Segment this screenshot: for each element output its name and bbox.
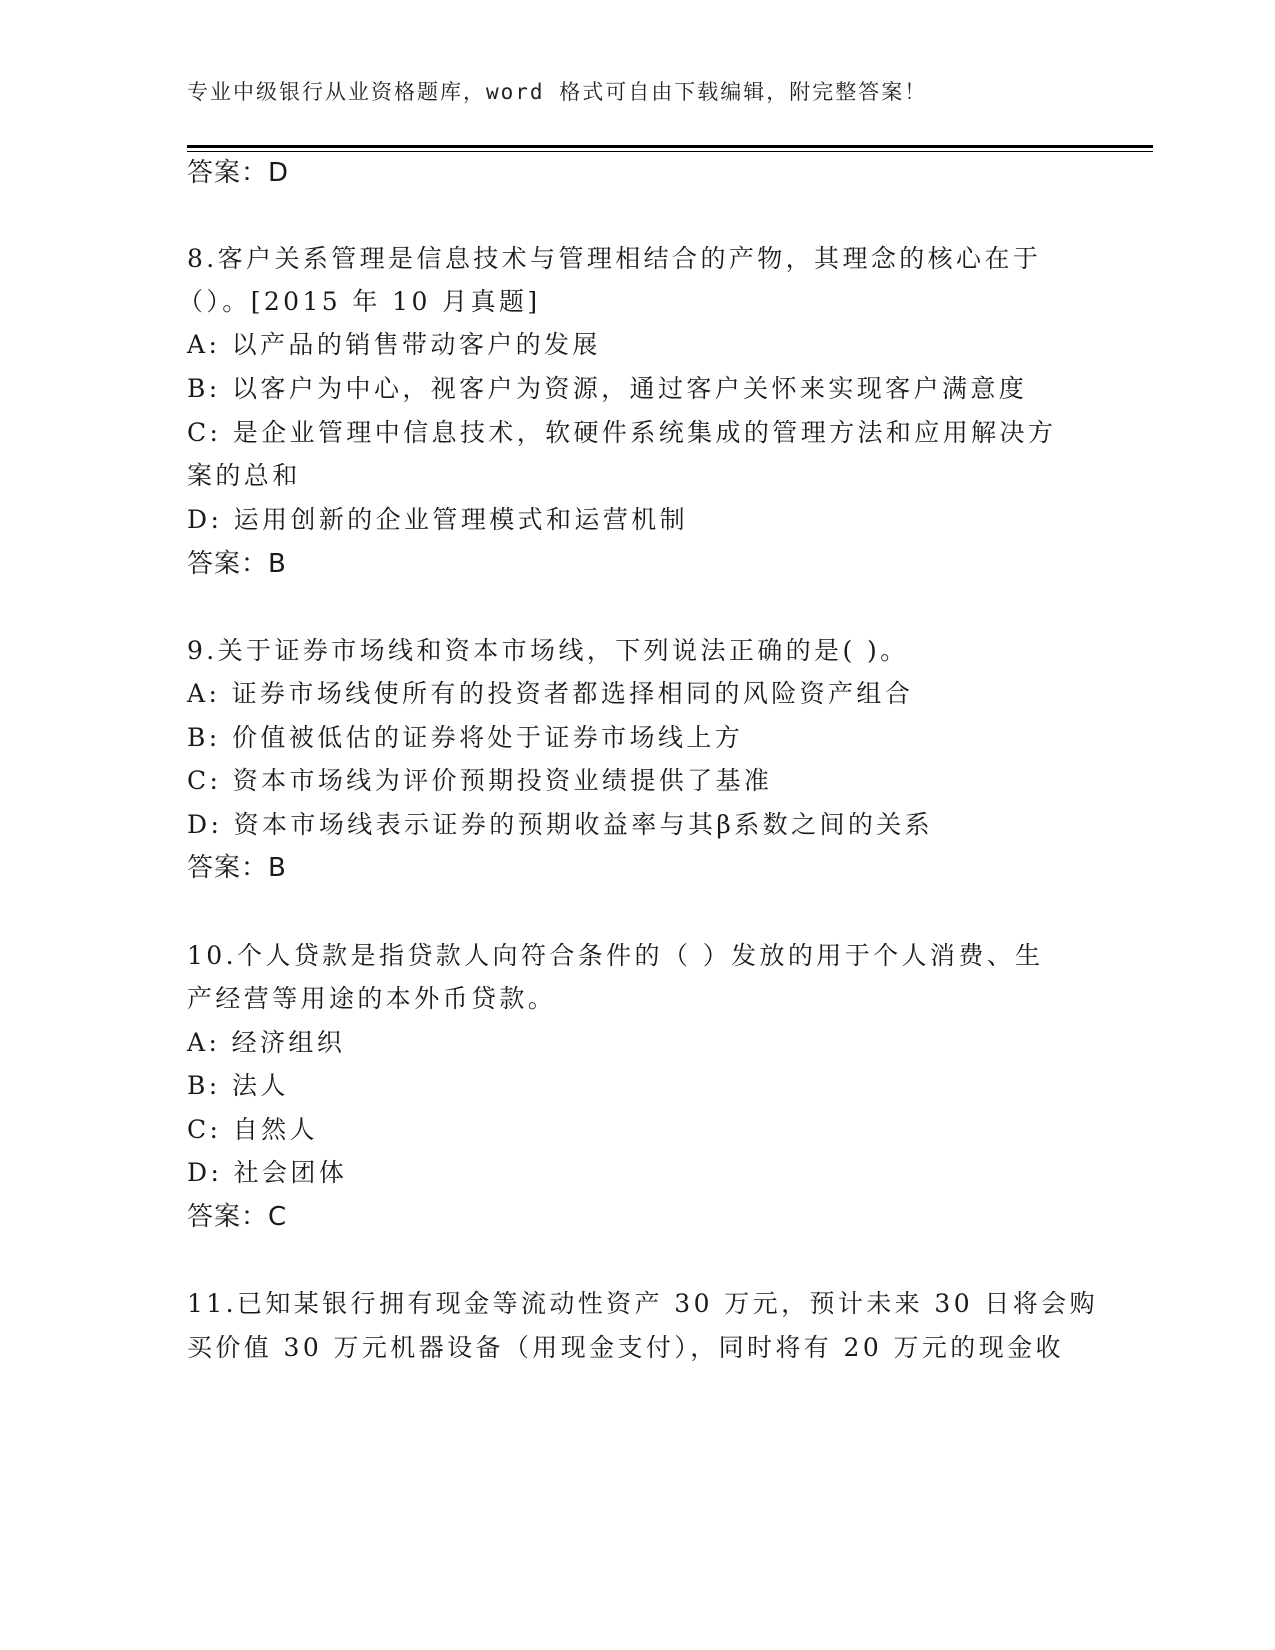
question-8-option-b: B: 以客户为中心，视客户为资源，通过客户关怀来实现客户满意度 bbox=[187, 374, 1028, 403]
question-10-answer: 答案：C bbox=[187, 1202, 288, 1232]
question-10-option-d: D: 社会团体 bbox=[187, 1158, 348, 1187]
question-9-stem: 9.关于证券市场线和资本市场线，下列说法正确的是( )。 bbox=[187, 636, 909, 665]
question-8-stem-line-2: （）。[2015 年 10 月真题] bbox=[178, 287, 541, 316]
question-8-option-c: C: 是企业管理中信息技术，软硬件系统集成的管理方法和应用解决方 bbox=[187, 418, 1057, 447]
question-9-option-b: B: 价值被低估的证券将处于证券市场线上方 bbox=[187, 723, 744, 752]
question-11-stem-line-2: 买价值 30 万元机器设备（用现金支付），同时将有 20 万元的现金收 bbox=[187, 1333, 1064, 1362]
question-9-option-a: A: 证券市场线使所有的投资者都选择相同的风险资产组合 bbox=[187, 679, 914, 708]
question-9-option-d: D: 资本市场线表示证券的预期收益率与其β系数之间的关系 bbox=[187, 810, 934, 839]
question-8-option-c-cont: 案的总和 bbox=[187, 461, 301, 490]
question-8-stem-line-1: 8.客户关系管理是信息技术与管理相结合的产物，其理念的核心在于 bbox=[187, 244, 1042, 273]
header-rule-thin bbox=[187, 151, 1153, 152]
question-9-option-c: C: 资本市场线为评价预期投资业绩提供了基准 bbox=[187, 766, 773, 795]
question-8-answer: 答案：B bbox=[187, 549, 287, 579]
page-header: 专业中级银行从业资格题库，word 格式可自由下载编辑，附完整答案！ bbox=[187, 80, 928, 104]
question-10-option-a: A: 经济组织 bbox=[187, 1028, 346, 1057]
header-rule bbox=[187, 145, 1153, 148]
answer-previous: 答案：D bbox=[187, 158, 290, 188]
question-8-option-a: A: 以产品的销售带动客户的发展 bbox=[187, 330, 601, 359]
question-8-option-d: D: 运用创新的企业管理模式和运营机制 bbox=[187, 505, 689, 534]
question-10-stem-line-2: 产经营等用途的本外币贷款。 bbox=[187, 984, 557, 1013]
question-10-option-c: C: 自然人 bbox=[187, 1115, 318, 1144]
question-10-option-b: B: 法人 bbox=[187, 1071, 289, 1100]
question-9-answer: 答案：B bbox=[187, 853, 287, 883]
question-10-stem-line-1: 10.个人贷款是指贷款人向符合条件的（ ）发放的用于个人消费、生 bbox=[187, 941, 1044, 970]
question-11-stem-line-1: 11.已知某银行拥有现金等流动性资产 30 万元，预计未来 30 日将会购 bbox=[187, 1289, 1098, 1318]
